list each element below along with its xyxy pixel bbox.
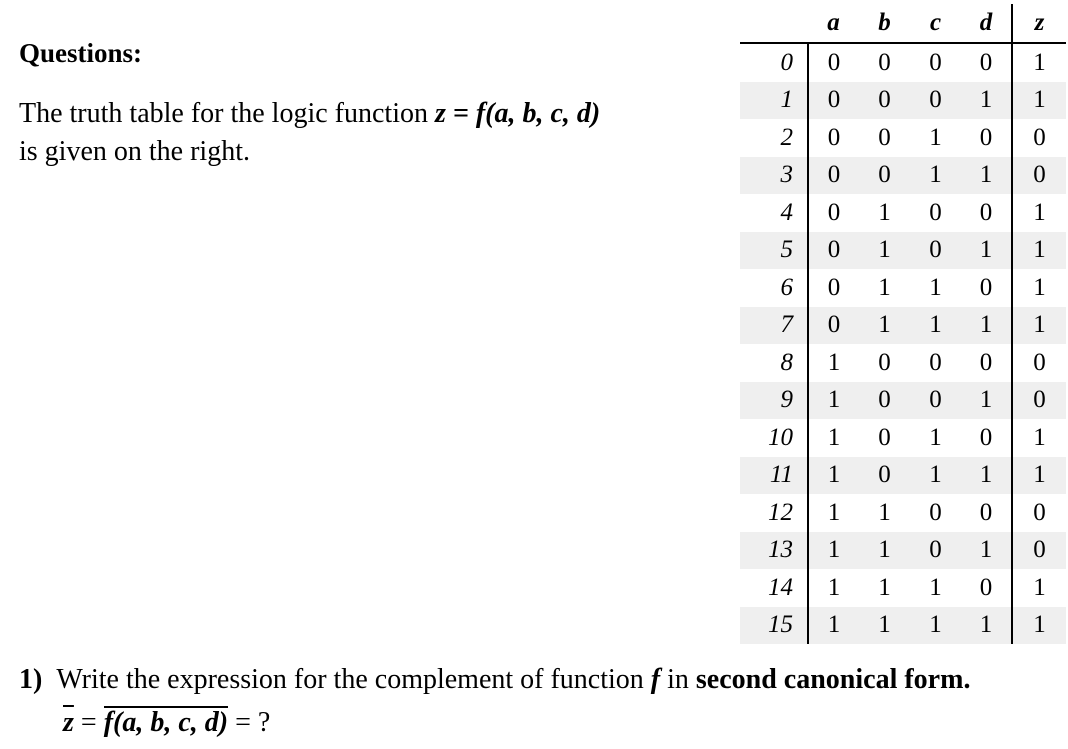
cell-d: 0 [979, 573, 993, 601]
cell-a: 0 [827, 161, 841, 189]
cell-b: 0 [878, 86, 891, 114]
cell-d: 0 [979, 498, 993, 526]
cell-z: 0 [1012, 382, 1066, 420]
row-index: 3 [740, 157, 808, 195]
cell-c: 1 [929, 161, 942, 189]
cell-c: 1 [929, 611, 942, 639]
cell-z: 1 [1012, 43, 1066, 82]
header-d: d [961, 4, 1012, 43]
header-c: c [910, 4, 961, 43]
cell-c: 1 [929, 123, 942, 151]
cell-a: 1 [827, 348, 841, 376]
cell-c: 0 [929, 386, 942, 414]
cell-d: 1 [979, 461, 993, 489]
table-row [740, 43, 1066, 82]
cell-b: 0 [878, 161, 891, 189]
row-index: 10 [740, 419, 808, 457]
cell-a: 0 [827, 198, 841, 226]
cell-a: 1 [827, 611, 841, 639]
question-text-before: Write the expression for the complement of function [56, 664, 651, 695]
question-text-middle: in [660, 664, 696, 695]
cell-b: 0 [878, 123, 891, 151]
cell-a: 1 [827, 536, 841, 564]
equation-rhs: f(a, b, c, d) [103, 707, 229, 738]
question-text-end: . [963, 664, 971, 695]
truth-table-body [740, 43, 1066, 644]
cell-c: 1 [929, 311, 942, 339]
cell-c: 1 [929, 461, 942, 489]
cell-z: 1 [1012, 194, 1066, 232]
cell-d: 1 [979, 311, 993, 339]
cell-d: 0 [979, 48, 993, 76]
cell-b: 1 [878, 611, 891, 639]
cell-z: 0 [1012, 344, 1066, 382]
cell-d: 1 [979, 86, 993, 114]
table-row [740, 307, 1066, 345]
cell-z: 0 [1012, 157, 1066, 195]
cell-z: 1 [1012, 232, 1066, 270]
intro-text-before: The truth table for the logic function [19, 98, 435, 129]
cell-z: 1 [1012, 569, 1066, 607]
table-row [740, 457, 1066, 495]
row-index: 9 [740, 382, 808, 420]
table-row [740, 82, 1066, 120]
cell-b: 0 [878, 48, 891, 76]
header-b: b [859, 4, 910, 43]
cell-a: 0 [827, 236, 841, 264]
question-func-letter: f [650, 664, 661, 695]
cell-z: 1 [1012, 82, 1066, 120]
row-index: 14 [740, 569, 808, 607]
cell-a: 1 [827, 386, 841, 414]
header-a: a [808, 4, 859, 43]
cell-a: 0 [827, 48, 841, 76]
row-index: 1 [740, 82, 808, 120]
cell-z: 0 [1012, 532, 1066, 570]
cell-d: 1 [979, 536, 993, 564]
cell-c: 1 [929, 423, 942, 451]
cell-b: 0 [878, 461, 891, 489]
header-index [740, 4, 808, 43]
function-expression: z = f(a, b, c, d) [434, 98, 601, 129]
truth-table [740, 4, 1066, 644]
question-emphasis: second canonical form [695, 664, 964, 695]
cell-d: 0 [979, 423, 993, 451]
cell-a: 0 [827, 273, 841, 301]
table-row [740, 532, 1066, 570]
row-index: 13 [740, 532, 808, 570]
cell-d: 1 [979, 236, 993, 264]
cell-b: 0 [878, 348, 891, 376]
cell-d: 1 [979, 386, 993, 414]
cell-c: 0 [929, 236, 942, 264]
equation-lhs: $\overline{z}$ [63, 707, 74, 738]
row-index: 2 [740, 119, 808, 157]
cell-z: 1 [1012, 607, 1066, 645]
table-row [740, 119, 1066, 157]
row-index: 5 [740, 232, 808, 270]
cell-z: 1 [1012, 269, 1066, 307]
cell-c: 0 [929, 498, 942, 526]
table-row [740, 157, 1066, 195]
cell-c: 0 [929, 198, 942, 226]
cell-c: 0 [929, 86, 942, 114]
intro-paragraph [19, 95, 709, 171]
cell-a: 0 [827, 86, 841, 114]
cell-d: 1 [979, 161, 993, 189]
cell-z: 0 [1012, 494, 1066, 532]
table-row [740, 232, 1066, 270]
cell-a: 1 [827, 461, 841, 489]
row-index: 8 [740, 344, 808, 382]
table-row [740, 194, 1066, 232]
cell-d: 0 [979, 348, 993, 376]
cell-a: 0 [827, 123, 841, 151]
equation-equals: = [73, 707, 104, 738]
equation-end: = ? [228, 707, 271, 738]
cell-a: 1 [827, 423, 841, 451]
cell-b: 1 [878, 498, 891, 526]
cell-a: 1 [827, 498, 841, 526]
cell-a: 1 [827, 573, 841, 601]
cell-c: 0 [929, 536, 942, 564]
question-number: 1) [19, 664, 43, 695]
question-1-equation [63, 706, 270, 739]
cell-b: 1 [878, 273, 891, 301]
table-row [740, 494, 1066, 532]
cell-c: 1 [929, 273, 942, 301]
cell-z: 1 [1012, 419, 1066, 457]
table-row [740, 382, 1066, 420]
cell-d: 0 [979, 273, 993, 301]
header-z: z [1012, 4, 1066, 43]
row-index: 15 [740, 607, 808, 645]
cell-d: 1 [979, 611, 993, 639]
cell-z: 1 [1012, 307, 1066, 345]
question-1 [19, 664, 970, 696]
intro-text-after: is given on the right. [19, 136, 250, 167]
cell-b: 1 [878, 236, 891, 264]
row-index: 11 [740, 457, 808, 495]
row-index: 12 [740, 494, 808, 532]
cell-d: 0 [979, 198, 993, 226]
cell-z: 1 [1012, 457, 1066, 495]
table-row [740, 419, 1066, 457]
cell-b: 0 [878, 423, 891, 451]
row-index: 7 [740, 307, 808, 345]
table-row [740, 344, 1066, 382]
row-index: 4 [740, 194, 808, 232]
cell-c: 1 [929, 573, 942, 601]
row-index: 6 [740, 269, 808, 307]
cell-b: 1 [878, 311, 891, 339]
questions-heading: Questions: [19, 38, 143, 68]
cell-b: 0 [878, 386, 891, 414]
cell-b: 1 [878, 198, 891, 226]
cell-b: 1 [878, 536, 891, 564]
cell-a: 0 [827, 311, 841, 339]
table-row [740, 269, 1066, 307]
cell-z: 0 [1012, 119, 1066, 157]
cell-c: 0 [929, 48, 942, 76]
table-row [740, 569, 1066, 607]
cell-d: 0 [979, 123, 993, 151]
cell-b: 1 [878, 573, 891, 601]
row-index: 0 [740, 43, 808, 82]
truth-table-header-row [740, 4, 1066, 43]
cell-c: 0 [929, 348, 942, 376]
table-row [740, 607, 1066, 645]
